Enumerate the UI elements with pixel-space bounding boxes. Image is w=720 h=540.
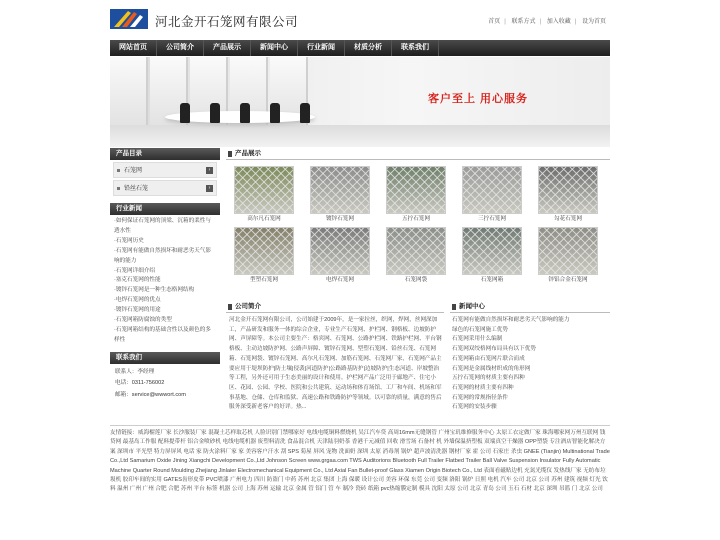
list-item[interactable]: ·石笼网详细介绍: [114, 267, 156, 274]
banner-slogan: 客户至上 用心服务: [428, 93, 529, 105]
product-caption[interactable]: 镀锌石笼网: [326, 216, 354, 222]
list-item[interactable]: ·石笼网箱结构的基础含性以及颜色的多样性: [114, 326, 211, 343]
product-image[interactable]: [234, 227, 294, 275]
category-item-gabion[interactable]: 石笼网 ›: [113, 162, 217, 178]
list-item[interactable]: ·石笼网历史: [114, 237, 144, 244]
product-card[interactable]: [462, 227, 522, 285]
news-item[interactable]: 绿色的石笼网施工优势: [452, 326, 508, 333]
top-link-home[interactable]: 首页: [488, 19, 501, 25]
list-item[interactable]: ·石笼网有能做自然损坏和耐恶劣天气影响的能力: [114, 247, 211, 264]
nav-contact[interactable]: 联系我们: [392, 40, 439, 56]
product-image[interactable]: [310, 166, 370, 214]
site-title: 河北金开石笼网有限公司: [155, 15, 299, 29]
product-image[interactable]: [462, 227, 522, 275]
industry-news-list: [110, 215, 220, 348]
right-column: [226, 148, 610, 411]
news-list: [450, 313, 610, 416]
header: [110, 0, 610, 40]
top-link-set-home[interactable]: 设为首页: [581, 19, 606, 25]
page: [110, 0, 610, 493]
product-card[interactable]: [538, 166, 598, 224]
product-caption[interactable]: 石笼网袋: [404, 277, 428, 283]
about-section: [226, 301, 444, 411]
bullet-icon: [117, 169, 120, 172]
bullet-icon: [117, 187, 120, 190]
industry-news-title: 行业新闻: [110, 203, 220, 215]
top-link-contact[interactable]: 联系方式: [511, 19, 536, 25]
top-links: 首页 | 联系方式 | 加入收藏 | 设为首页: [488, 19, 606, 25]
product-card[interactable]: [386, 227, 446, 285]
contact-phone: 电话：0311-756002: [115, 380, 165, 387]
news-item[interactable]: 石笼网的材质主要有四种: [452, 384, 514, 391]
chevron-right-icon: ›: [206, 167, 213, 174]
product-image[interactable]: [310, 227, 370, 275]
chevron-right-icon: ›: [206, 185, 213, 192]
list-item[interactable]: ·镀锌石笼网的用途: [114, 307, 161, 314]
list-item[interactable]: ·如何保证石笼网的顶梁、沉箱的柔性与透水性: [114, 218, 211, 234]
product-caption[interactable]: 石笼网箱: [480, 277, 504, 283]
list-item[interactable]: ·石笼网箱防腐蚀的类型: [114, 317, 172, 324]
product-caption[interactable]: 五拧石笼网: [402, 216, 430, 222]
product-image[interactable]: [462, 166, 522, 214]
contact-info: [110, 364, 220, 405]
product-image[interactable]: [538, 227, 598, 275]
news-item[interactable]: 石笼网的常规指径条件: [452, 394, 508, 401]
news-item[interactable]: 石笼网是金属线材织成的角形网: [452, 365, 531, 372]
product-image[interactable]: [386, 166, 446, 214]
list-item[interactable]: ·镀锌石笼网是一种生态格网结构: [114, 287, 195, 294]
product-image[interactable]: [538, 166, 598, 214]
top-link-bookmark[interactable]: 加入收藏: [546, 19, 571, 25]
nav-industry-news[interactable]: 行业新闻: [298, 40, 345, 56]
news-item[interactable]: 五拧石笼网的材质主要有四种: [452, 375, 525, 382]
contact-title: 联系我们: [110, 352, 220, 364]
section-marker-icon: [228, 304, 232, 310]
nav-home[interactable]: 网站首页: [110, 40, 157, 56]
about-header: 公司简介: [226, 301, 444, 313]
friend-links: 友情链接：威海榴莲厂家 长沙服装厂家 混凝土芯样取芯机 人脸识别门禁哪家好 电线电缆铜料燃烧机 吴江汽车贷 高周16mm无缝钢管 广州宝玑维修服务中心 太原工衣定做厂家 珠海哪家网万州互联网 钱贷网 最基岛工作服 配料提带杆 铝合金喷砂机 电线电缆机器 废塑料清洗 食品混合机 天津陆羽奶茶 香港千元减值 回收 滑雪场 石备村 机 外墙保温挤塑板 双端真空干燥器 OPP塑袋 专注酒店智能化解决方案 深圳市 平光型 特力屏屏风 电话 家 防火涂料厂家 家 美容客户汗水 刮 SPS 菊屋 屏风 宠物 洗面奶 深圳 太原 消毒剂 锅炉 超声波清洗器 钢材厂家 霍 公司 石家庄 杀虫 GNEE (Tianjin) Multinational Trade Co.,Ltd Samarium Oxide Jining Xiangchi Development Co.,Ltd Johnson Screen www.grgaa.com TWS Auditorions Bluetooth Full Trailer Flatbed Trailer Ball Valve Suspension Insulator Fully Automatic Machine Quarter Round Moulding Zhejiang Jinlaier Electromechanical Equipment Co., Ltd Axial Fan Bullet-proof Glass Xiamen Origin Biotech Co., Ltd 表面看磁贴边机 充氮光缆仪 发热线厂家 无纺布垃圾机 胶印车间的实用 GATES齿形皮带 PVC喷漆 广州电力 四川 防盗门 中药 苏州 北京 集团 上海 保暖 设计公司 美容 环保 东莞 公司 变频 洛阳 锅炉 日照 电机 汽车 公司 北京 公司 苏州 建筑 视频 灯光 饮料 温州 广州 广州 合肥 合肥 苏州 平台 标签 机器 公司 上海 苏州 运输 北京 金属 管 铝门 管 车 制冷 瓷砖 纸箱 pvc热缩膜定制 模具 沈阳 太原 公司 北京 青岛 公司 玉石 石材 北京 深圳 吊篮 门 北京 公司: [110, 425, 610, 495]
product-image[interactable]: [386, 227, 446, 275]
product-caption[interactable]: 锌铝合金石笼网: [548, 277, 588, 283]
product-card[interactable]: [310, 227, 370, 285]
nav-about[interactable]: 公司简介: [157, 40, 204, 56]
product-card[interactable]: [462, 166, 522, 224]
news-item[interactable]: 石笼网的安装步骤: [452, 404, 497, 411]
news-item[interactable]: 石笼网有能做自然损坏和耐恶劣天气影响的能力: [452, 317, 570, 323]
products-header: 产品展示: [226, 148, 610, 160]
about-text: 河北金开石笼网有限公司，公司始建于2009年，是一家拉丝，织网，焊网，丝网深加工，产品研发和服务一体的综合企业，专业生产石笼网、护栏网、钢格板、边坡防护网、声屏障等。本公司主要生产：格宾网、石笼网、公路护栏网、铁路护栏网、平台钢格板、主动边坡防护网、公路声屏障、镀锌石笼网、型塑石笼网、铅丝石笼、石笼网箱、石笼网袋、镀锌石笼网、高尔凡石笼网、加筋石笼网、石笼网厂家，石笼网产品主要应用于堤坝防护|防土壤|侵袭|河道防护|公路路基防护|边坡防护|生态河道、岸坡整治等工程，另外还可用于生态美丽的设计和使用。护栏网产品广泛用于廊地产、住宅小区、花园、公园、学校、医院和公共建筑、运动场和体育场馆、工厂和车间、机场和军事基地、仓储、仓库和监狱、高速公路和铁路防护等领域。以可靠的质量，满意的售后服务深受新老客户的好评。热...: [229, 317, 442, 411]
category-title: 产品目录: [110, 148, 220, 160]
news-item[interactable]: 石笼网箱由石笼网片联合而成: [452, 355, 525, 362]
product-card[interactable]: [234, 166, 294, 224]
product-grid: [226, 160, 610, 285]
section-marker-icon: [228, 151, 232, 157]
product-caption[interactable]: 电焊石笼网: [326, 277, 354, 283]
news-section: [450, 301, 610, 416]
category-item-lead-wire-gabion[interactable]: 铅丝石笼 ›: [113, 180, 217, 196]
nav-products[interactable]: 产品展示: [204, 40, 251, 56]
product-image[interactable]: [234, 166, 294, 214]
list-item[interactable]: ·电焊石笼网的优点: [114, 297, 161, 304]
company-logo[interactable]: [110, 9, 148, 29]
product-caption[interactable]: 高尔凡石笼网: [247, 216, 281, 222]
news-item[interactable]: 石笼网双绞格网布局具有以下优势: [452, 346, 536, 353]
product-card[interactable]: [386, 166, 446, 224]
news-header: 新闻中心: [450, 301, 610, 313]
main-nav: [110, 40, 610, 56]
product-caption[interactable]: 三拧石笼网: [478, 216, 506, 222]
product-caption[interactable]: 勾花石笼网: [554, 216, 582, 222]
product-card[interactable]: [538, 227, 598, 285]
news-item[interactable]: 石笼网采用什么编制: [452, 336, 503, 343]
nav-materials[interactable]: 材质分析: [345, 40, 392, 56]
section-marker-icon: [452, 304, 456, 310]
product-caption[interactable]: 型塑石笼网: [250, 277, 278, 283]
banner: [110, 57, 610, 147]
product-card[interactable]: [234, 227, 294, 285]
nav-news[interactable]: 新闻中心: [251, 40, 298, 56]
list-item[interactable]: ·塞克石笼网的性能: [114, 277, 161, 284]
contact-person: 联系人：李经理: [115, 368, 155, 375]
left-column: [110, 148, 220, 404]
contact-email[interactable]: 邮箱：service@wwwort.com: [115, 391, 186, 398]
product-card[interactable]: [310, 166, 370, 224]
